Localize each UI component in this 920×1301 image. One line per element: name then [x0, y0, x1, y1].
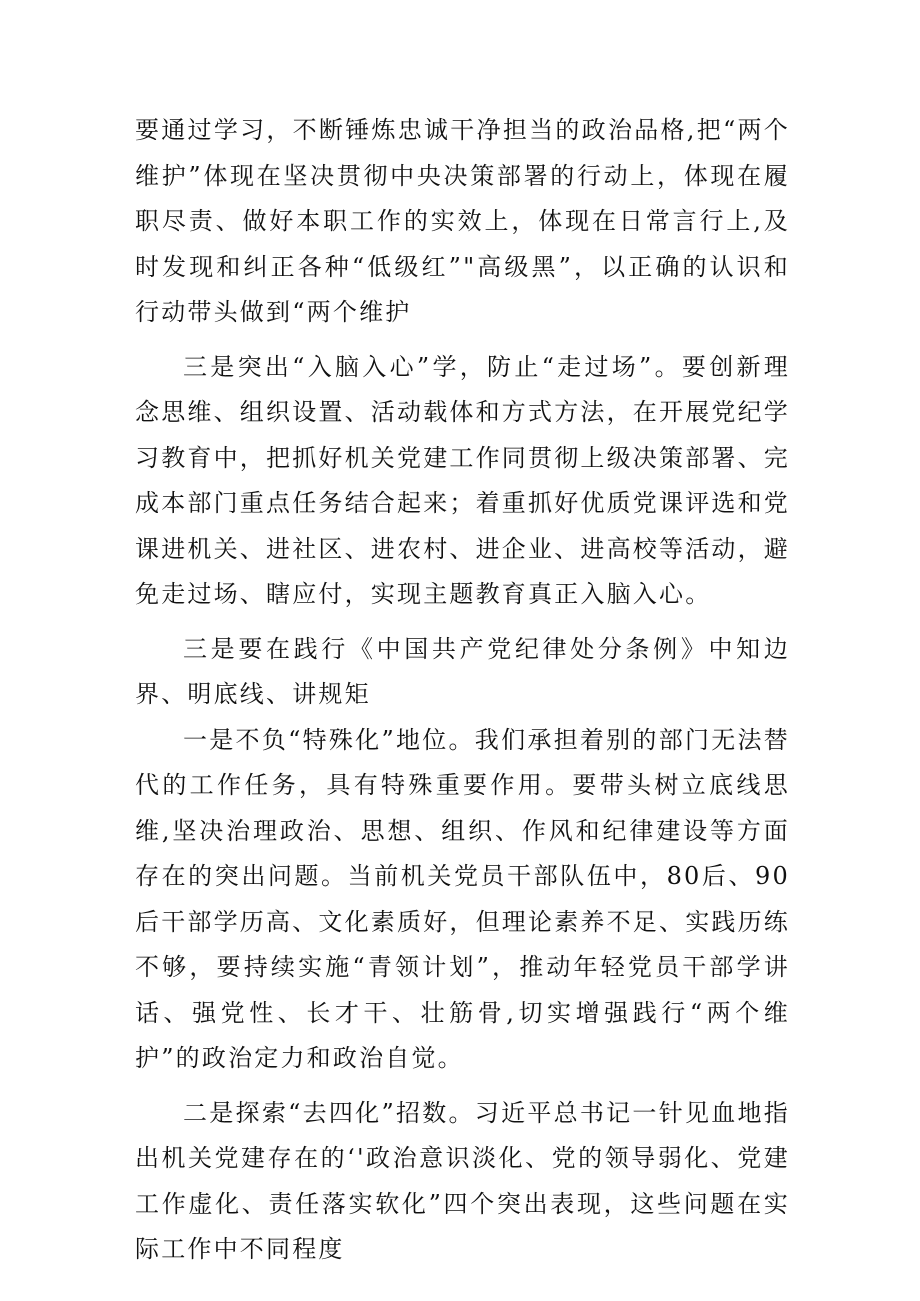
paragraph-special-status: 一是不负“特殊化”地位。我们承担着别的部门无法替代的工作任务，具有特殊重要作用。要带头树立底线思维,坚决治理政治、思想、组织、作风和纪律建设等方面存在的突出问题。当前机关党员干部队伍中，80后、90后干部学历高、文化素质好，但理论素养不足、实践历练不够，要持续实施“青领计划”，推动年轻党员干部学讲话、强党性、长才干、壮筋骨,切实增强践行“两个维护”的政治定力和政治自觉。	[135, 725, 790, 1072]
paragraph-continuation: 要通过学习，不断锤炼忠诚干净担当的政治品格,把“两个维护”体现在坚决贯彻中央决策部署的行动上，体现在履职尽责、做好本职工作的实效上，体现在日常言行上,及时发现和纠正各种“低级红”"高级黑”，以正确的认识和行动带头做到“两个维护	[135, 116, 790, 326]
paragraph-four-tendencies: 二是探索“去四化”招数。习近平总书记一针见血地指出机关党建存在的‘'政治意识淡化、党的领导弱化、党建工作虚化、责任落实软化”四个突出表现，这些问题在实际工作中不同程度	[135, 1098, 790, 1263]
paragraph-section-heading: 三是要在践行《中国共产党纪律处分条例》中知边界、明底线、讲规矩	[135, 634, 790, 708]
paragraph-into-mind: 三是突出“入脑入心”学，防止“走过场”。要创新理念思维、组织设置、活动载体和方式方法，在开展党纪学习教育中，把抓好机关党建工作同贯彻上级决策部署、完成本部门重点任务结合起来；着重抓好优质党课评选和党课进机关、进社区、进农村、进企业、进高校等活动，避免走过场、瞎应付，实现主题教育真正入脑入心。	[135, 352, 790, 608]
document-body	[135, 108, 790, 1273]
